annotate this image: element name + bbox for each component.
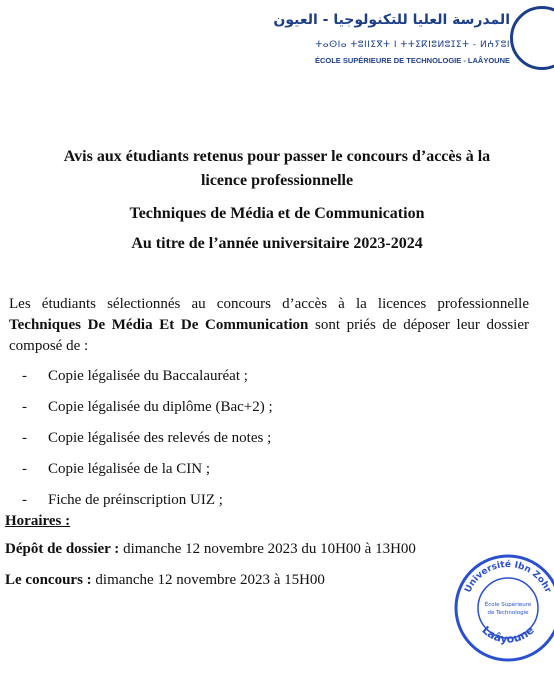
intro-paragraph bbox=[9, 294, 529, 357]
official-stamp-icon bbox=[453, 553, 554, 663]
deposit-value: dimanche 12 novembre 2023 du 10H00 à 13H00 bbox=[119, 541, 416, 557]
stamp-inner-line1: École Supérieure bbox=[484, 602, 532, 608]
list-item-text: Copie légalisée de la CIN ; bbox=[48, 461, 211, 477]
deposit-label: Dépôt de dossier : bbox=[5, 541, 120, 557]
school-logo bbox=[273, 0, 554, 80]
list-item bbox=[22, 366, 273, 397]
list-dash: - bbox=[22, 430, 27, 446]
schedule-heading: Horaires : bbox=[5, 513, 71, 529]
intro-text-start: Les étudiants sélectionnés au concours d’accès à la licences professionnelle bbox=[9, 296, 529, 312]
list-item-text: Copie légalisée du diplôme (Bac+2) ; bbox=[48, 399, 273, 415]
list-item-text: Fiche de préinscription UIZ ; bbox=[48, 492, 223, 508]
list-dash: - bbox=[22, 492, 27, 508]
university-emblem-icon bbox=[510, 6, 554, 70]
exam-label: Le concours : bbox=[5, 572, 92, 588]
stamp-outer-text: Université Ibn Zohr bbox=[463, 559, 553, 595]
exam-schedule bbox=[5, 572, 325, 589]
academic-year-title: Au titre de l’année universitaire 2023-2024 bbox=[131, 235, 423, 252]
deposit-schedule bbox=[5, 541, 416, 558]
notice-title-line2: licence professionnelle bbox=[200, 172, 354, 189]
list-dash: - bbox=[22, 399, 27, 415]
intro-text-end: sont priés de déposer leur dossier composé de : bbox=[9, 317, 529, 354]
documents-list bbox=[22, 366, 273, 521]
list-item-text: Copie légalisée des relevés de notes ; bbox=[48, 430, 272, 446]
list-item bbox=[22, 428, 273, 459]
list-item-text: Copie légalisée du Baccalauréat ; bbox=[48, 368, 248, 384]
intro-program-name: Techniques De Média Et De Communication bbox=[9, 317, 309, 333]
exam-value: dimanche 12 novembre 2023 à 15H00 bbox=[91, 572, 325, 588]
school-name-latin: ÉCOLE SUPÉRIEURE DE TECHNOLOGIE - LAÂYOUNE bbox=[314, 56, 510, 65]
list-dash: - bbox=[22, 368, 27, 384]
list-dash: - bbox=[22, 461, 27, 477]
stamp-inner-line2: de Technologie bbox=[487, 610, 529, 616]
notice-title-line1: Avis aux étudiants retenus pour passer le concours d’accès à la bbox=[63, 148, 491, 165]
list-item bbox=[22, 459, 273, 490]
list-item bbox=[22, 397, 273, 428]
school-name-arabic: المدرسة العليا للتكنولوجيا - العيون bbox=[273, 12, 510, 28]
stamp-bottom-text: Laâyoune bbox=[479, 623, 537, 646]
program-title: Techniques de Média et de Communication bbox=[129, 205, 425, 222]
school-name-tifinagh: ⵜⴰⵙⵏⴰ ⵜⵓⵏⵏⵉⴳⵜ ⵏ ⵜⵜⵉⴽⵏⵓⵍⵓⵊⵉⵜ - ⵍⵄⵢⵓⵏ bbox=[315, 40, 510, 50]
